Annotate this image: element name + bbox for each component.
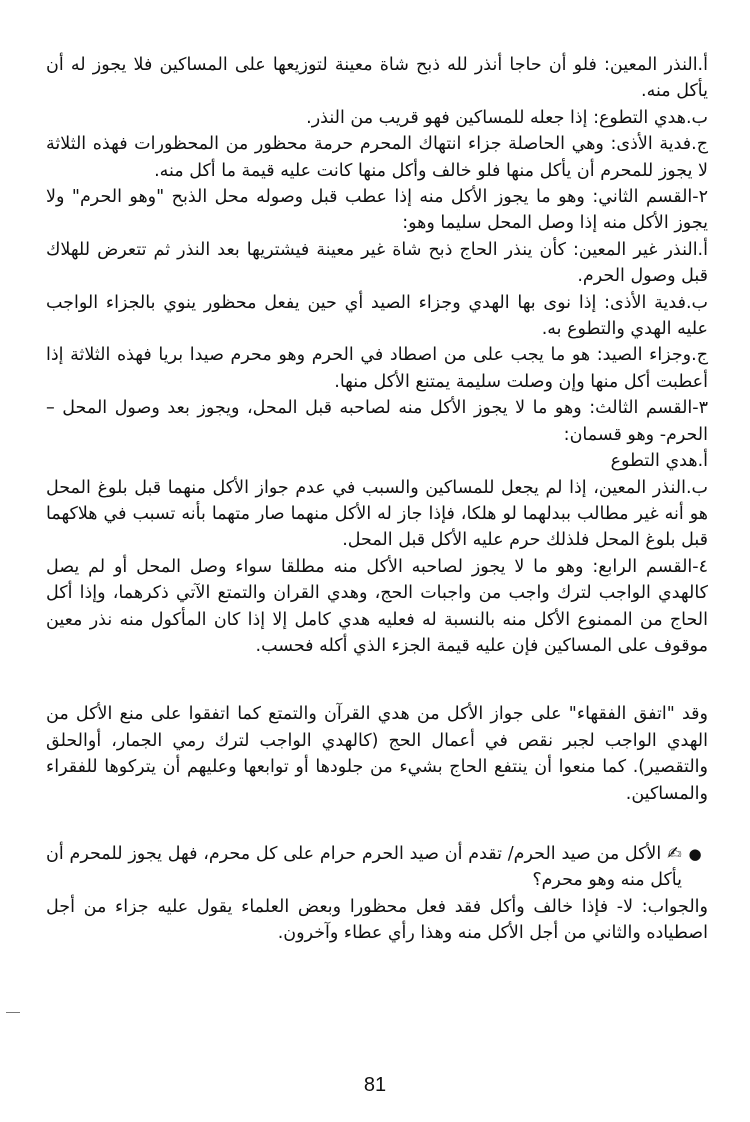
paragraph-fidya-jaza: ب.فدية الأذى: إذا نوى بها الهدي وجزاء الصيد أي حين يفعل محظور ينوي بالجزاء الواجب عليه الهدي والتطوع به. (46, 292, 708, 340)
paragraph-jaza-sayd: ج.وجزاء الصيد: هو ما يجب على من اصطاد في الحرم وهو محرم صيدا بريا فهذه الثلاثة إذا أعطبت أكل منها وإن وصلت سليمة يمتنع الأكل منها. (46, 345, 708, 392)
question-item (46, 841, 708, 894)
paragraph-qism-thani: ٢-القسم الثاني: وهو ما يجوز الأكل منه إذا عطب قبل وصوله محل الذبح "وهو الحرم" ولا يجوز الأكل منه إذا وصل المحل سليما وهو: (46, 187, 708, 234)
paragraph-qism-thalith: ٣-القسم الثالث: وهو ما لا يجوز الأكل منه لصاحبه قبل المحل، ويجوز بعد وصول المحل –الحرم- وهو قسمان: (46, 398, 708, 445)
writing-hand-icon: ✍ (667, 843, 682, 864)
page-number: 81 (363, 1074, 387, 1096)
question-label: الأكل من صيد الحرم/ تقدم أن صيد الحرم حرام على كل محرم، فهل يجوز للمحرم أن يأكل منه وهو محرم؟ (46, 843, 682, 891)
answer-paragraph: والجواب: لا- فإذا خالف وأكل فقد فعل محظورا وبعض العلماء يقول عليه جزاء من أجل اصطياده والثاني من أجل الأكل منه وهذا رأي عطاء وآخرون. (46, 896, 708, 944)
section-spacer (46, 659, 708, 701)
paragraph-hady-tatawwu-2: أ.هدي التطوع (610, 451, 708, 472)
body-text (46, 52, 708, 947)
margin-mark (6, 1012, 20, 1013)
paragraph-qism-rabi: ٤-القسم الرابع: وهو ما لا يجوز لصاحبه الأكل منه مطلقا سواء وصل المحل أو لم يصل كالهدي الواجب لترك واجب من واجبات الحج، وهدي القران والتمتع الآتي ذكرهما، وإذا أكل الحاج من الممنوع الأكل منه بالنسبة له فعليه هدي كامل إلا إذا كان المأكول منه نذر معين موقوف على المساكين فإن عليه قيمة الجزء الذي أكله فحسب. (46, 556, 708, 656)
paragraph-fidyat-adha: ج.فدية الأذى: وهي الحاصلة جزاء انتهاك المحرم حرمة محظور من المحظورات فهذه الثلاثة لا يجوز للمحرم أن يأكل منها فلو خالف وأكل منها كانت عليه قيمة ما أكل منه. (46, 134, 708, 181)
paragraph-hady-tatawwu: ب.هدي التطوع: إذا جعله للمساكين فهو قريب من النذر. (306, 107, 708, 128)
section-spacer-2 (46, 807, 708, 841)
bullet-icon: ● (688, 844, 702, 863)
paragraph-nadhr-muayyan-2: ب.النذر المعين، إذا لم يجعل للمساكين والسبب في عدم جواز الأكل منهما قبل بلوغ المحل هو أنه غير مطالب ببدلهما لو هلكا، فإذا جاز له الأكل منهما صار متهما بأنه تسبب في هلاكهما قبل بلوغ المحل فلذلك حرم عليه الأكل قبل المحل. (46, 477, 708, 551)
paragraph-consensus: وقد "اتفق الفقهاء" على جواز الأكل من هدي القرآن والتمتع كما اتفقوا على منع الأكل من الهدي الواجب لجبر نقص في أعمال الحج (كالهدي الواجب لترك رمي الجمار، أوالحلق والتقصير). كما منعوا أن ينتفع الحاج بشيء من جلودها أو توابعها وعليهم أن يتركوها للفقراء والمساكين. (46, 704, 708, 804)
paragraph-nadhr-ghayr-muayyan: أ.النذر غير المعين: كأن ينذر الحاج ذبح شاة غير معينة فيشتريها بعد النذر ثم تتعرض للهلاك قبل وصول الحرم. (46, 239, 708, 287)
question-text (46, 841, 682, 894)
paragraph-nadhr-muayyan: أ.النذر المعين: فلو أن حاجا أنذر لله ذبح شاة معينة لتوزيعها على المساكين فلا يجوز له أن يأكل منه. (46, 55, 708, 102)
